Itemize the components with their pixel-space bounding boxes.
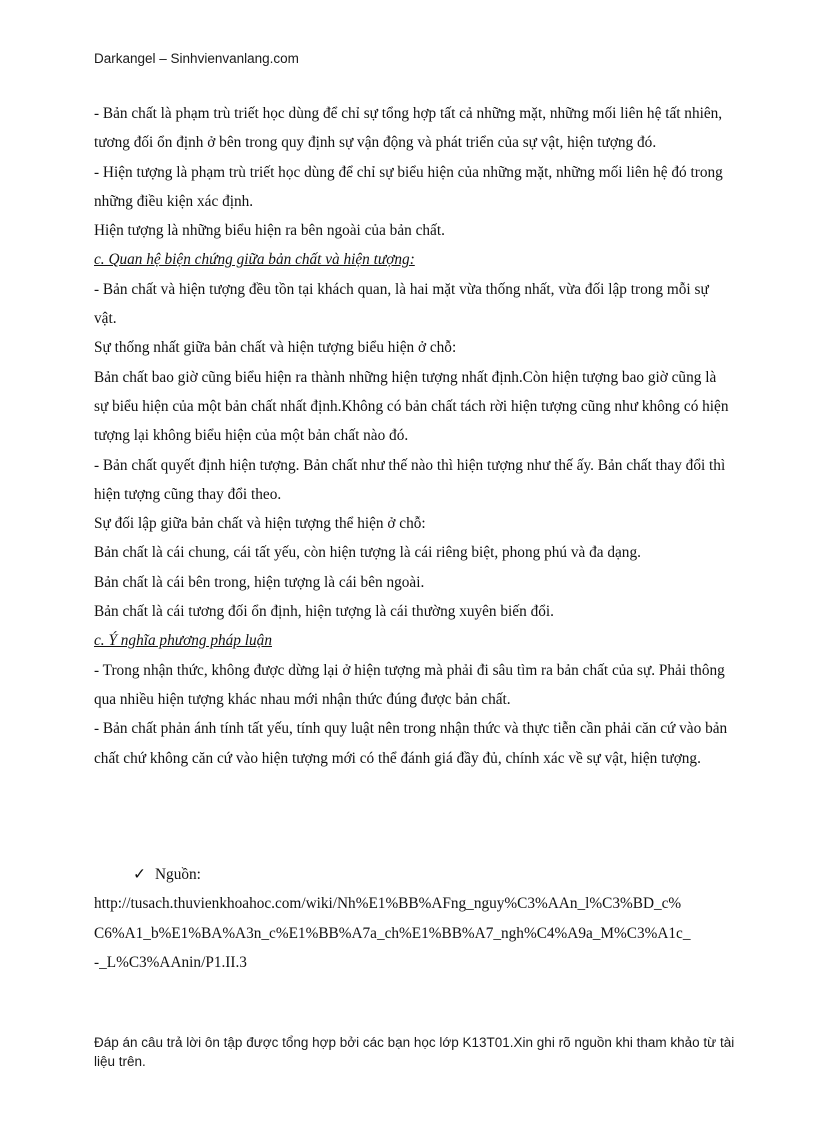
paragraph: - Bản chất phản ánh tính tất yếu, tính quy luật nên trong nhận thức và thực tiễn cần phải căn cứ vào bản chất chứ không căn cứ vào hiện tượng mới có thể đánh giá đầy đủ, chính xác về sự vật, hiện tượng. xyxy=(94,720,728,767)
page-footer: Đáp án câu trả lời ôn tập được tổng hợp bởi các bạn học lớp K13T01.Xin ghi rõ nguồn khi tham khảo từ tài liệu trên. xyxy=(94,1035,735,1069)
section-heading: c. Quan hệ biện chứng giữa bản chất và hiện tượng: xyxy=(94,251,415,269)
check-icon: ✓ xyxy=(133,866,146,883)
source-label-row xyxy=(94,860,734,889)
paragraph: Bản chất bao giờ cũng biểu hiện ra thành những hiện tượng nhất định.Còn hiện tượng bao giờ cũng là sự biểu hiện của một bản chất nhất định.Không có bản chất tách rời hiện tượng cũng như không có hiện tượng lại không biểu hiện của một bản chất nào đó. xyxy=(94,368,729,445)
source-label: Nguồn: xyxy=(155,866,201,883)
paragraph: - Bản chất quyết định hiện tượng. Bản chất như thế nào thì hiện tượng như thế ấy. Bản chất thay đổi thì hiện tượng cũng thay đổi theo. xyxy=(94,456,726,503)
paragraph: - Trong nhận thức, không được dừng lại ở hiện tượng mà phải đi sâu tìm ra bản chất của sự. Phải thông qua nhiều hiện tượng khác nhau mới nhận thức đúng được bản chất. xyxy=(94,661,725,708)
paragraph: - Hiện tượng là phạm trù triết học dùng để chỉ sự biểu hiện của những mặt, những mối liên hệ đó trong những điều kiện xác định. xyxy=(94,163,723,210)
source-url-line[interactable]: http://tusach.thuvienkhoahoc.com/wiki/Nh%E1%BB%AFng_nguy%C3%AAn_l%C3%BD_c% xyxy=(94,895,682,913)
paragraph: - Bản chất và hiện tượng đều tồn tại khách quan, là hai mặt vừa thống nhất, vừa đối lập trong mỗi sự vật. xyxy=(94,280,709,328)
paragraph: Bản chất là cái bên trong, hiện tượng là cái bên ngoài. xyxy=(94,573,425,591)
source-section xyxy=(94,860,734,977)
paragraph: Sự thống nhất giữa bản chất và hiện tượng biểu hiện ở chỗ: xyxy=(94,339,457,357)
section-heading: c. Ý nghĩa phương pháp luận xyxy=(94,632,272,650)
page-header: Darkangel – Sinhvienvanlang.com xyxy=(94,51,299,66)
source-url-line[interactable]: C6%A1_b%E1%BA%A3n_c%E1%BB%A7a_ch%E1%BB%A7_ngh%C4%A9a_M%C3%A1c_ xyxy=(94,924,691,942)
source-url-line[interactable]: -_L%C3%AAnin/P1.II.3 xyxy=(94,953,247,971)
paragraph: Sự đối lập giữa bản chất và hiện tượng thể hiện ở chỗ: xyxy=(94,515,426,533)
paragraph: Bản chất là cái tương đối ổn định, hiện tượng là cái thường xuyên biến đổi. xyxy=(94,603,554,621)
paragraph: Hiện tượng là những biểu hiện ra bên ngoài của bản chất. xyxy=(94,222,445,240)
document-body xyxy=(94,99,734,773)
paragraph: - Bản chất là phạm trù triết học dùng để chỉ sự tổng hợp tất cả những mặt, những mối liên hệ tất nhiên, tương đối ổn định ở bên trong quy định sự vận động và phát triển của sự vật, hiện tượng đó. xyxy=(94,105,723,152)
paragraph: Bản chất là cái chung, cái tất yếu, còn hiện tượng là cái riêng biệt, phong phú và đa dạng. xyxy=(94,544,641,562)
